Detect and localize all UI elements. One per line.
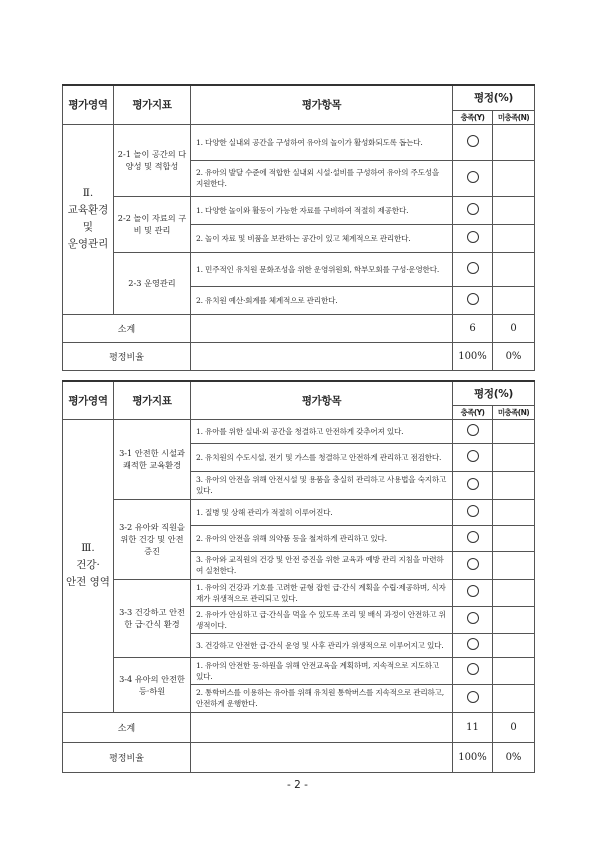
item-text: 1. 유아를 위한 실내·외 공간을 청결하고 안전하게 갖추어져 있다. xyxy=(191,419,453,443)
item-text: 1. 질병 및 상해 관리가 적절히 이루어진다. xyxy=(191,499,453,525)
circle-icon xyxy=(467,691,479,703)
no-mark xyxy=(493,286,535,314)
area-line: 안전 영역 xyxy=(66,576,110,588)
no-mark xyxy=(493,657,535,684)
subtotal-yes: 6 xyxy=(453,314,493,342)
subtotal-label: 소계 xyxy=(63,712,191,742)
area-line: 교육환경 xyxy=(67,204,109,216)
no-mark xyxy=(493,252,535,286)
evaluation-table-section-2 xyxy=(62,84,535,371)
circle-icon xyxy=(467,424,479,436)
yes-mark xyxy=(453,525,493,551)
item-text: 2. 놀이 자료 및 비품을 보관하는 공간이 있고 체계적으로 관리한다. xyxy=(191,224,453,252)
subtotal-yes: 11 xyxy=(453,712,493,742)
yes-mark xyxy=(453,443,493,471)
no-mark xyxy=(493,579,535,606)
indicator-3-1: 3-1 안전한 시설과 쾌적한 교육환경 xyxy=(114,419,191,499)
area-cell xyxy=(63,124,114,314)
page-number: - 2 - xyxy=(287,779,308,791)
item-text: 1. 다양한 실내외 공간을 구성하여 유아의 놀이가 활성화되도록 돕는다. xyxy=(191,124,453,160)
header-item: 평가항목 xyxy=(191,85,453,124)
circle-icon xyxy=(467,505,479,517)
ratio-label: 평정비율 xyxy=(63,342,191,370)
no-mark xyxy=(493,443,535,471)
area-line: 건강· xyxy=(76,559,100,571)
no-mark xyxy=(493,471,535,499)
circle-icon xyxy=(467,638,479,650)
indicator-2-2: 2-2 놀이 자료의 구비 및 관리 xyxy=(114,196,191,252)
circle-icon xyxy=(467,612,479,624)
header-rating: 평정(%) xyxy=(453,381,535,405)
no-mark xyxy=(493,684,535,712)
yes-mark xyxy=(453,196,493,224)
ratio-no: 0% xyxy=(493,742,535,772)
item-text: 3. 유아의 안전을 위해 안전시설 및 용품을 충실히 관리하고 사용법을 숙지하고 있다. xyxy=(191,471,453,499)
indicator-3-2: 3-2 유아와 직원을 위한 건강 및 안전 증진 xyxy=(114,499,191,579)
circle-icon xyxy=(467,262,479,274)
ratio-no: 0% xyxy=(493,342,535,370)
header-rating: 평정(%) xyxy=(453,85,535,110)
item-text: 3. 유아와 교직원의 건강 및 안전 증진을 위한 교육과 예방 관리 지침을 마련하여 실천한다. xyxy=(191,551,453,579)
circle-icon xyxy=(467,663,479,675)
no-mark xyxy=(493,224,535,252)
yes-mark xyxy=(453,551,493,579)
header-area: 평가영역 xyxy=(63,85,114,124)
subtotal-label: 소계 xyxy=(63,314,191,342)
subtotal-no: 0 xyxy=(493,314,535,342)
no-mark xyxy=(493,525,535,551)
header-area: 평가영역 xyxy=(63,381,114,419)
item-text: 2. 유치원의 수도시설, 전기 및 가스를 청결하고 안전하게 관리하고 점검한다. xyxy=(191,443,453,471)
yes-mark xyxy=(453,471,493,499)
yes-mark xyxy=(453,160,493,196)
circle-icon xyxy=(467,531,479,543)
indicator-2-3: 2-3 운영관리 xyxy=(114,252,191,314)
header-indicator: 평가지표 xyxy=(114,85,191,124)
item-text: 1. 유아의 건강과 기호를 고려한 균형 잡힌 급·간식 계획을 수립·제공하며, 식자재가 위생적으로 관리되고 있다. xyxy=(191,579,453,606)
yes-mark xyxy=(453,579,493,606)
header-item: 평가항목 xyxy=(191,381,453,419)
item-text: 1. 민주적인 유치원 문화조성을 위한 운영위원회, 학부모회를 구성·운영한다. xyxy=(191,252,453,286)
header-no: 미충족(N) xyxy=(493,405,535,419)
header-no: 미충족(N) xyxy=(493,110,535,124)
ratio-blank xyxy=(191,342,453,370)
yes-mark xyxy=(453,124,493,160)
yes-mark xyxy=(453,419,493,443)
indicator-3-4: 3-4 유아의 안전한 등·하원 xyxy=(114,657,191,712)
yes-mark xyxy=(453,684,493,712)
yes-mark xyxy=(453,224,493,252)
subtotal-blank xyxy=(191,314,453,342)
no-mark xyxy=(493,499,535,525)
no-mark xyxy=(493,633,535,657)
yes-mark xyxy=(453,499,493,525)
item-text: 2. 유아가 안심하고 급·간식을 먹을 수 있도록 조리 및 배식 과정이 안전하고 위생적이다. xyxy=(191,606,453,633)
area-number: Ⅲ. xyxy=(81,542,95,554)
area-number: Ⅱ. xyxy=(82,187,94,199)
yes-mark xyxy=(453,606,493,633)
indicator-2-1: 2-1 놀이 공간의 다양성 및 적합성 xyxy=(114,124,191,196)
item-text: 1. 유아의 안전한 등·하원을 위해 안전교육을 계획하며, 지속적으로 지도하고 있다. xyxy=(191,657,453,684)
circle-icon xyxy=(467,135,479,147)
no-mark xyxy=(493,419,535,443)
item-text: 2. 유아의 발달 수준에 적합한 실내외 시설·설비를 구성하여 유아의 주도성을 지원한다. xyxy=(191,160,453,196)
circle-icon xyxy=(467,231,479,243)
ratio-yes: 100% xyxy=(453,742,493,772)
circle-icon xyxy=(467,293,479,305)
item-text: 3. 건강하고 안전한 급·간식 운영 및 사후 관리가 위생적으로 이루어지고 있다. xyxy=(191,633,453,657)
no-mark xyxy=(493,551,535,579)
header-indicator: 평가지표 xyxy=(114,381,191,419)
ratio-yes: 100% xyxy=(453,342,493,370)
circle-icon xyxy=(467,450,479,462)
subtotal-blank xyxy=(191,712,453,742)
ratio-label: 평정비율 xyxy=(63,742,191,772)
item-text: 2. 유아의 안전을 위해 의약품 등을 철저하게 관리하고 있다. xyxy=(191,525,453,551)
circle-icon xyxy=(467,585,479,597)
item-text: 1. 다양한 놀이와 활동이 가능한 자료를 구비하여 적절히 제공한다. xyxy=(191,196,453,224)
yes-mark xyxy=(453,286,493,314)
circle-icon xyxy=(467,558,479,570)
no-mark xyxy=(493,196,535,224)
circle-icon xyxy=(467,171,479,183)
yes-mark xyxy=(453,657,493,684)
area-cell xyxy=(63,419,114,712)
item-text: 2. 통학버스를 이용하는 유아를 위해 유치원 통학버스를 지속적으로 관리하고, 안전하게 운행한다. xyxy=(191,684,453,712)
no-mark xyxy=(493,160,535,196)
circle-icon xyxy=(467,203,479,215)
yes-mark xyxy=(453,633,493,657)
yes-mark xyxy=(453,252,493,286)
header-yes: 충족(Y) xyxy=(453,405,493,419)
circle-icon xyxy=(467,478,479,490)
area-line: 운영관리 xyxy=(67,238,109,250)
item-text: 2. 유치원 예산·회계를 체계적으로 관리한다. xyxy=(191,286,453,314)
indicator-3-3: 3-3 건강하고 안전한 급·간식 환경 xyxy=(114,579,191,657)
header-yes: 충족(Y) xyxy=(453,110,493,124)
no-mark xyxy=(493,124,535,160)
evaluation-table-section-3 xyxy=(62,380,535,773)
no-mark xyxy=(493,606,535,633)
ratio-blank xyxy=(191,742,453,772)
area-line: 및 xyxy=(82,221,94,233)
subtotal-no: 0 xyxy=(493,712,535,742)
